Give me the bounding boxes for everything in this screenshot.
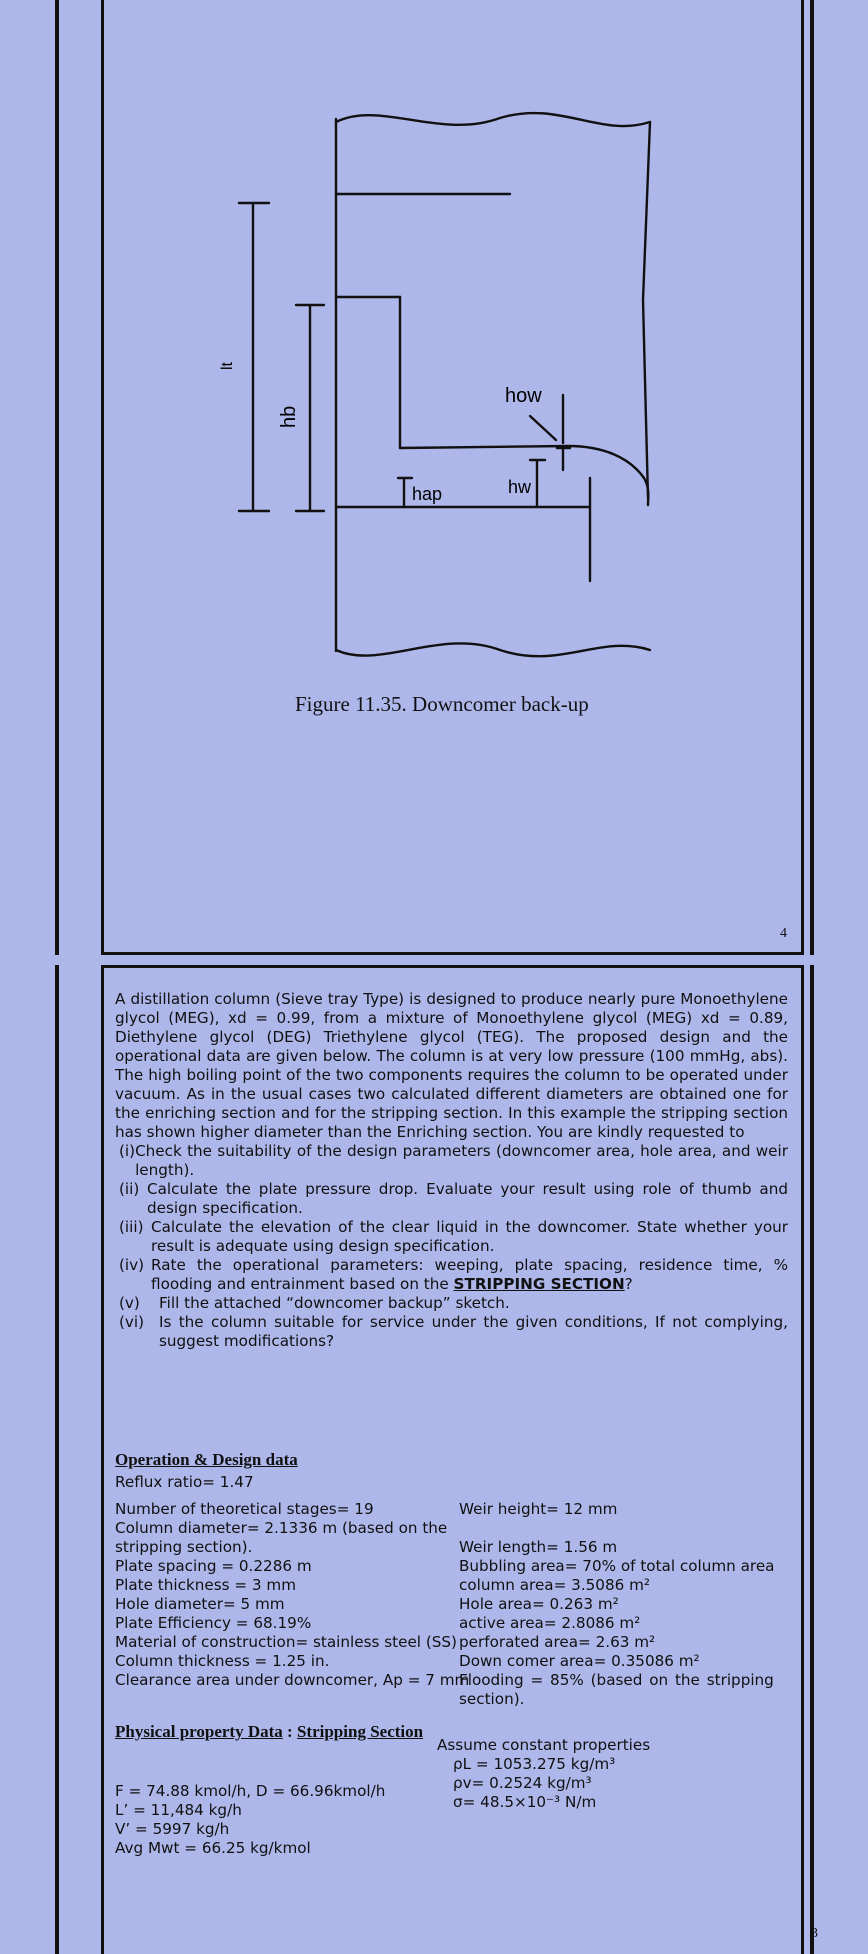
page-frame-left-outer-2 bbox=[55, 965, 59, 1954]
liquid-density: ρL = 1053.275 kg/m³ bbox=[453, 1755, 616, 1773]
stripping-section-emphasis: STRIPPING SECTION bbox=[453, 1275, 625, 1293]
label-lt: lt bbox=[219, 362, 236, 370]
feed-distillate: F = 74.88 kmol/h, D = 66.96kmol/h bbox=[115, 1782, 386, 1800]
column-bottom-wavy-edge bbox=[336, 643, 650, 656]
column-thickness: Column thickness = 1.25 in. bbox=[115, 1652, 330, 1670]
operation-design-heading: Operation & Design data bbox=[115, 1450, 298, 1469]
dim-lt bbox=[239, 203, 269, 511]
clearance-area: Clearance area under downcomer, Ap = 7 mm bbox=[115, 1671, 470, 1689]
reflux-ratio: Reflux ratio= 1.47 bbox=[115, 1473, 254, 1491]
page-frame-bottom bbox=[101, 952, 804, 955]
label-how: how bbox=[505, 385, 542, 407]
hole-area: Hole area= 0.263 m² bbox=[459, 1595, 619, 1613]
figure-caption: Figure 11.35. Downcomer back-up bbox=[295, 692, 589, 716]
surface-tension: σ= 48.5×10⁻³ N/m bbox=[453, 1793, 597, 1811]
operation-left-column bbox=[115, 1473, 469, 1690]
operation-right-column bbox=[459, 1500, 775, 1709]
plate-thickness: Plate thickness = 3 mm bbox=[115, 1576, 297, 1594]
how-leader bbox=[530, 416, 556, 440]
column-area: column area= 3.5086 m² bbox=[459, 1576, 651, 1594]
question-iv: (iv) Rate the operational parameters: weeping, plate spacing, residence time, % flooding and entrainment based on the STRIPPING SECTION? bbox=[119, 1256, 788, 1293]
column-diameter-cont: stripping section). bbox=[115, 1538, 253, 1556]
vapor-flow: V’ = 5997 kg/h bbox=[115, 1820, 230, 1838]
question-iii: (iii) Calculate the elevation of the clear liquid in the downcomer. State whether your result is adequate using design specification. bbox=[119, 1218, 788, 1255]
problem-intro: A distillation column (Sieve tray Type) is designed to produce nearly pure Monoethylene glycol (MEG), xd = 0.99, from a mixture of Monoethylene glycol (MEG) xd = 0.89, Diethylene glycol (DEG) Triethylene glycol (TEG). The proposed design and the operational data are given below. The column is at very low pressure (100 mmHg, abs). The high boiling point of the two components requires the column to be operated under vacuum. As in the usual cases two calculated different diameters are obtained one for the enriching section and for the stripping section. In this example the stripping section has shown higher diameter than the Enriching section. You are kindly requested to bbox=[115, 990, 788, 1141]
perforated-area: perforated area= 2.63 m² bbox=[459, 1633, 656, 1651]
label-hb: hb bbox=[278, 405, 300, 428]
page-number-3: 3 bbox=[811, 1926, 818, 1941]
downcomer-backup-diagram bbox=[0, 0, 868, 700]
dim-hw bbox=[530, 460, 545, 507]
flow-properties-block bbox=[115, 1782, 385, 1858]
column-top-wavy-edge bbox=[336, 113, 650, 126]
problem-statement bbox=[115, 990, 788, 1351]
constant-properties-block bbox=[437, 1736, 650, 1812]
column-diameter: Column diameter= 2.1336 m (based on the bbox=[115, 1519, 448, 1537]
weir-height: Weir height= 12 mm bbox=[459, 1500, 618, 1518]
dim-how bbox=[557, 395, 570, 470]
page-number-4: 4 bbox=[780, 926, 787, 941]
active-area: active area= 2.8086 m² bbox=[459, 1614, 641, 1632]
dim-hb bbox=[296, 305, 324, 511]
question-ii: (ii) Calculate the plate pressure drop. Evaluate your result using role of thumb and design specification. bbox=[119, 1180, 788, 1217]
weir-length: Weir length= 1.56 m bbox=[459, 1538, 618, 1556]
flooding-cont: section). bbox=[459, 1690, 525, 1708]
question-v: (v) Fill the attached “downcomer backup” sketch. bbox=[119, 1294, 510, 1312]
plate-efficiency: Plate Efficiency = 68.19% bbox=[115, 1614, 312, 1632]
liquid-flow: L’ = 11,484 kg/h bbox=[115, 1801, 242, 1819]
dim-hap bbox=[398, 478, 412, 507]
page-frame-right-outer-2 bbox=[810, 965, 814, 1954]
theoretical-stages: Number of theoretical stages= 19 bbox=[115, 1500, 374, 1518]
avg-molecular-weight: Avg Mwt = 66.25 kg/kmol bbox=[115, 1839, 311, 1857]
downcomer-area: Down comer area= 0.35086 m² bbox=[459, 1652, 700, 1670]
question-i: (i) Check the suitability of the design parameters (downcomer area, hole area, and weir length). bbox=[119, 1142, 788, 1179]
construction-material: Material of construction= stainless steel (SS) bbox=[115, 1633, 457, 1651]
label-hw: hw bbox=[508, 477, 532, 497]
vapor-density: ρv= 0.2524 kg/m³ bbox=[453, 1774, 592, 1792]
column-wall-right bbox=[643, 122, 650, 498]
plate-spacing: Plate spacing = 0.2286 m bbox=[115, 1557, 312, 1575]
page-frame-left-inner-2 bbox=[101, 965, 104, 1954]
physical-property-heading: Physical property Data : Stripping Section bbox=[115, 1722, 424, 1741]
question-vi: (vi) Is the column suitable for service under the given conditions, If not complying, suggest modifications? bbox=[119, 1313, 788, 1350]
assume-constant-properties: Assume constant properties bbox=[437, 1736, 651, 1754]
page-frame-top-2 bbox=[101, 965, 804, 968]
flooding: Flooding = 85% (based on the stripping bbox=[459, 1671, 774, 1689]
page-frame-right-inner-2 bbox=[801, 965, 804, 1954]
label-hap: hap bbox=[412, 484, 443, 504]
hole-diameter: Hole diameter= 5 mm bbox=[115, 1595, 285, 1613]
bubbling-area: Bubbling area= 70% of total column area bbox=[459, 1557, 775, 1575]
